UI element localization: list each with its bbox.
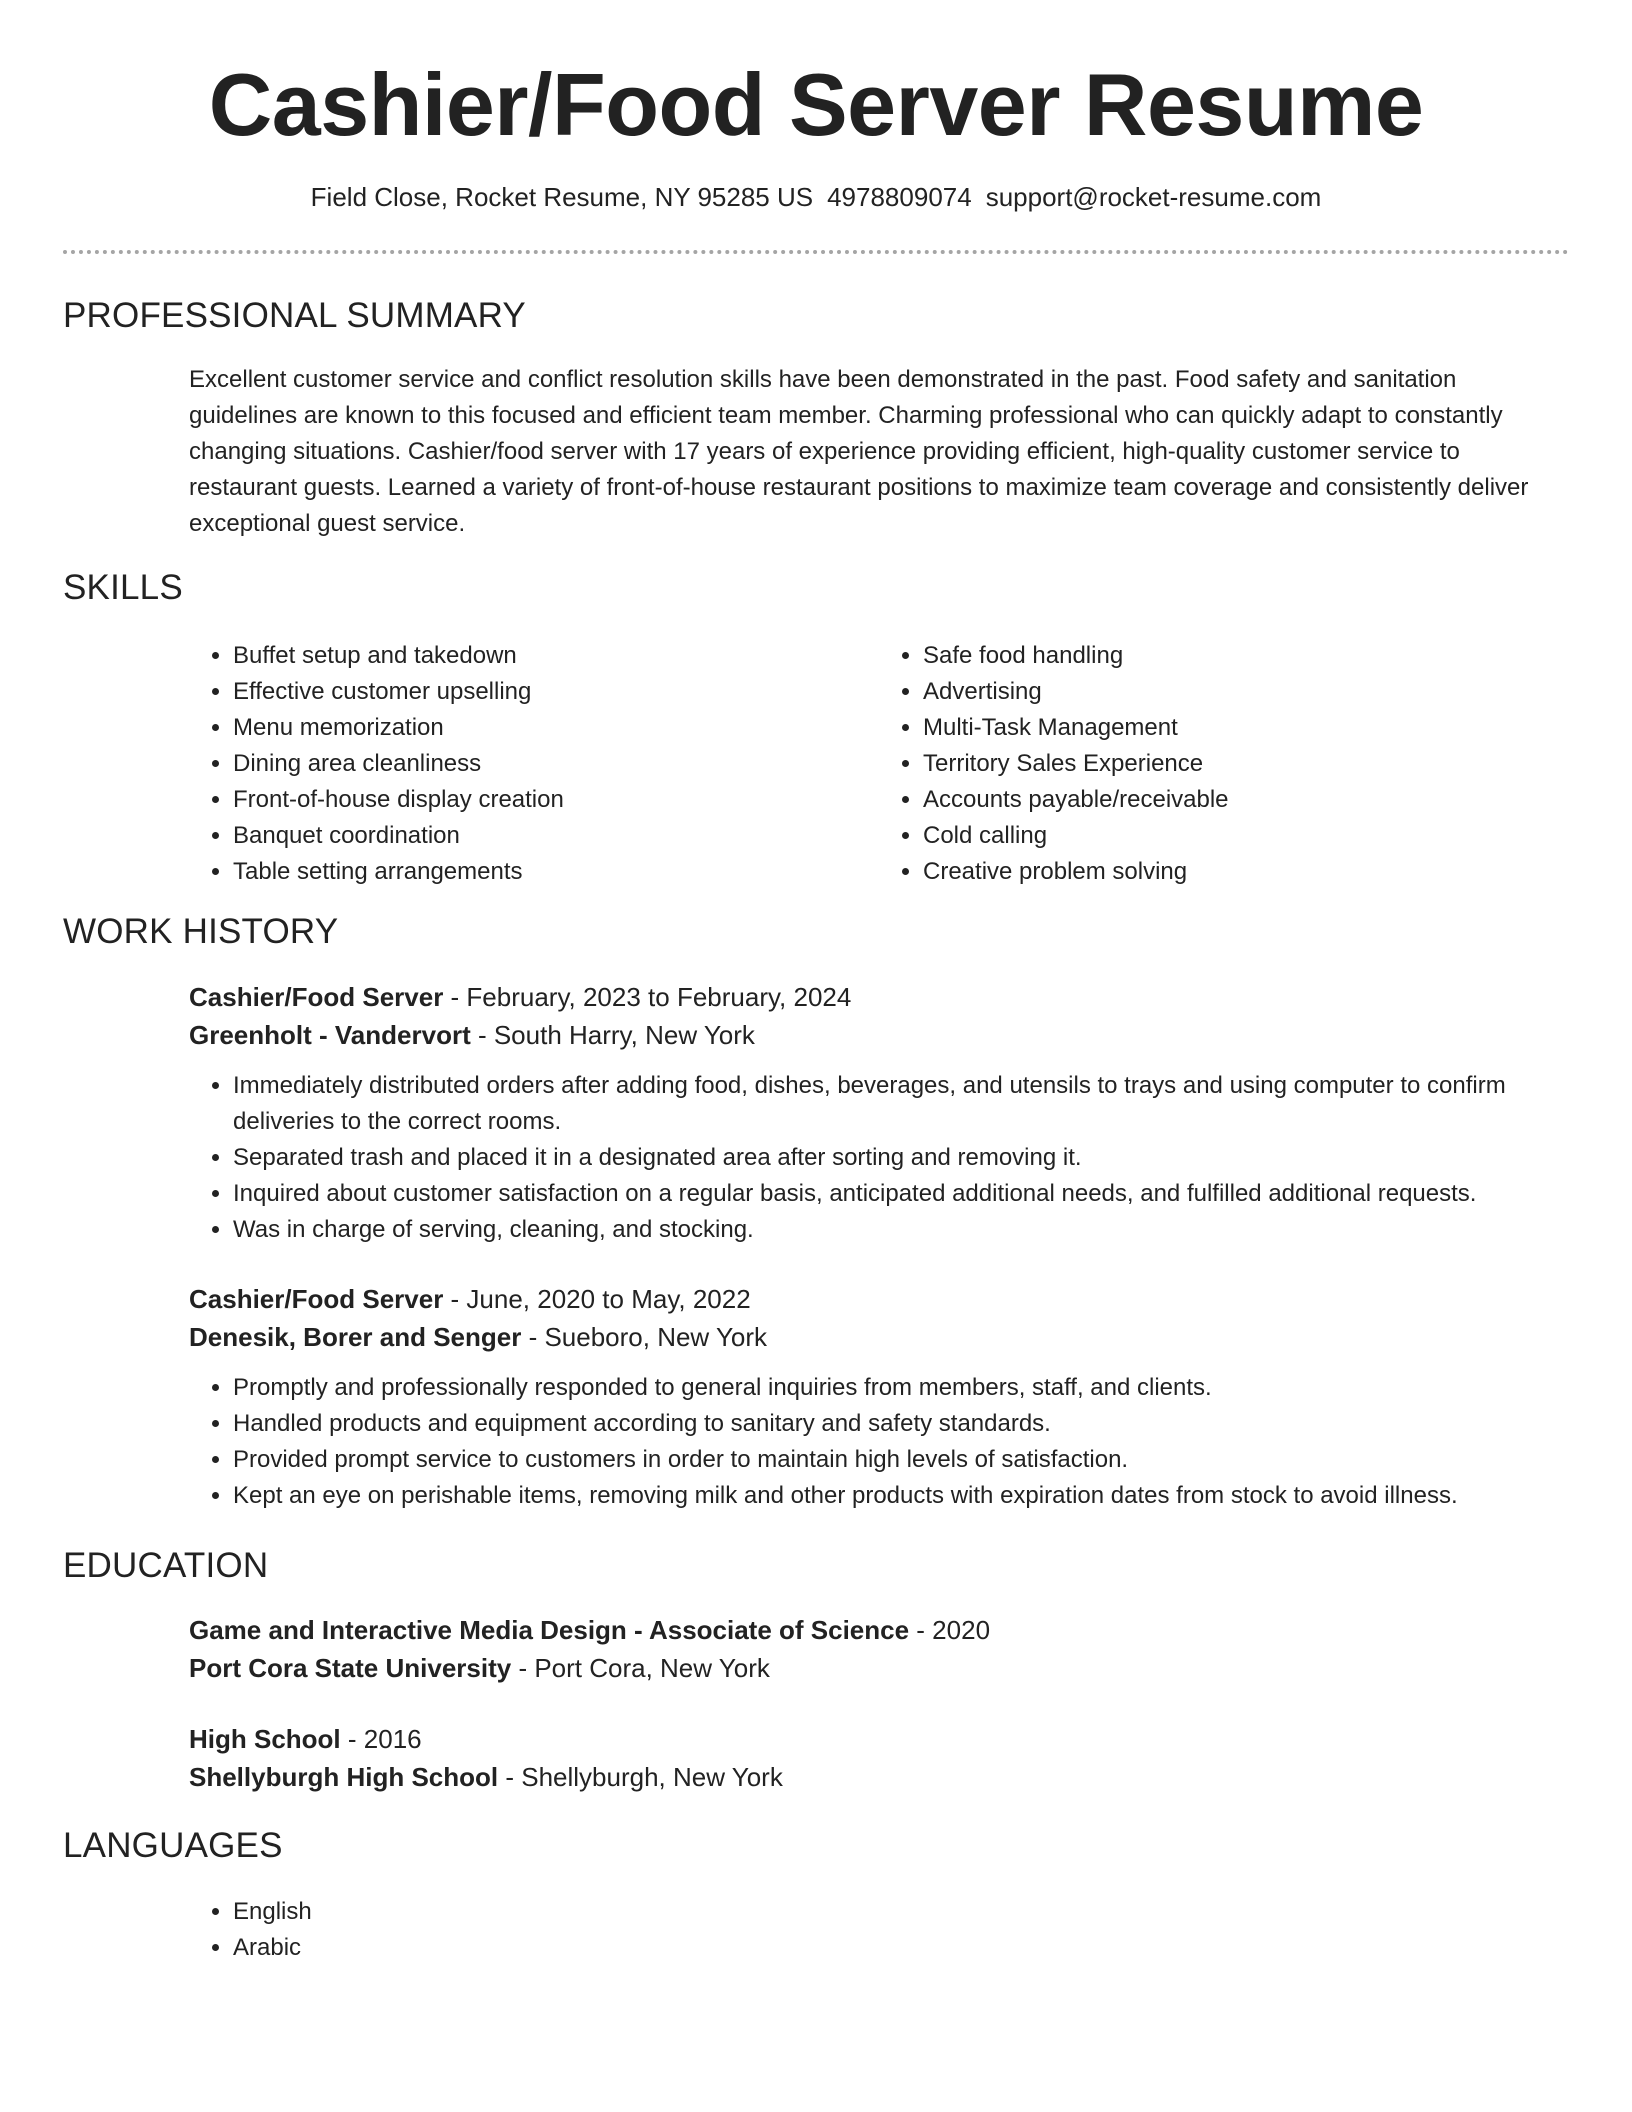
job-duty: • Immediately distributed orders after adding food, dishes, beverages, and utensils to trays and using computer to confirm deliveries to the correct rooms. (233, 1068, 1569, 1140)
skill-item: • Effective customer upselling (233, 674, 879, 710)
job-duty: • Kept an eye on perishable items, removing milk and other products with expiration dates from stock to avoid illness. (233, 1478, 1569, 1514)
skill-item: • Menu memorization (233, 710, 879, 746)
job-entry (189, 978, 1569, 1248)
skill-item: • Cold calling (923, 818, 1569, 854)
job-company: Denesik, Borer and Senger (189, 1322, 522, 1352)
skill-item: • Creative problem solving (923, 854, 1569, 890)
summary-text: Excellent customer service and conflict resolution skills have been demonstrated in the past. Food safety and sanitation guidelines are known to this focused and efficient team member. Charming professional who can quickly adapt to constantly changing situations. Cashier/food server with 17 years of experience providing efficient, high-quality customer service to restaurant guests. Learned a variety of front-of-house restaurant positions to maximize team coverage and consistently deliver exceptional guest service. (189, 366, 1529, 537)
languages-heading: LANGUAGES (63, 1826, 283, 1865)
skill-item: • Multi-Task Management (923, 710, 1569, 746)
job-location: - Sueboro, New York (521, 1322, 768, 1352)
skill-item: • Advertising (923, 674, 1569, 710)
education-location: - Port Cora, New York (511, 1653, 770, 1683)
education-degree: Game and Interactive Media Design - Associate of Science (189, 1615, 910, 1645)
skills-heading: SKILLS (63, 568, 183, 607)
job-duty: • Promptly and professionally responded to general inquiries from members, staff, and clients. (233, 1370, 1569, 1406)
job-company: Greenholt - Vandervort (189, 1020, 471, 1050)
summary-heading: PROFESSIONAL SUMMARY (63, 296, 526, 335)
education-school-line (189, 1758, 1569, 1796)
resume-title: Cashier/Food Server Resume (208, 55, 1424, 154)
skill-item: • Dining area cleanliness (233, 746, 879, 782)
education-school: Port Cora State University (189, 1653, 512, 1683)
job-dates: - June, 2020 to May, 2022 (443, 1284, 751, 1314)
job-title-line (189, 978, 1569, 1016)
job-duty: • Was in charge of serving, cleaning, and stocking. (233, 1212, 1569, 1248)
job-location: - South Harry, New York (470, 1020, 755, 1050)
education-degree-line (189, 1720, 1569, 1758)
job-company-line (189, 1016, 1569, 1054)
job-title: Cashier/Food Server (189, 1284, 444, 1314)
education-school-line (189, 1649, 1569, 1687)
education-year: - 2020 (909, 1615, 991, 1645)
job-duties (189, 1370, 1569, 1514)
job-duty: • Separated trash and placed it in a designated area after sorting and removing it. (233, 1140, 1569, 1176)
skills-list (189, 638, 1569, 890)
education-degree-line (189, 1611, 1569, 1649)
contact-line (0, 182, 1632, 213)
work-heading: WORK HISTORY (63, 912, 339, 951)
job-dates: - February, 2023 to February, 2024 (443, 982, 852, 1012)
job-duty: • Provided prompt service to customers in order to maintain high levels of satisfaction. (233, 1442, 1569, 1478)
job-company-line (189, 1318, 1569, 1356)
header-divider (63, 250, 1569, 254)
skill-item: • Buffet setup and takedown (233, 638, 879, 674)
education-school: Shellyburgh High School (189, 1762, 499, 1792)
skill-item: • Front-of-house display creation (233, 782, 879, 818)
education-location: - Shellyburgh, New York (498, 1762, 783, 1792)
skill-item: • Accounts payable/receivable (923, 782, 1569, 818)
job-title-line (189, 1280, 1569, 1318)
skill-item: • Banquet coordination (233, 818, 879, 854)
job-entry (189, 1280, 1569, 1514)
contact-phone: 4978809074 (827, 182, 972, 212)
education-entry (189, 1720, 1569, 1796)
contact-address: Field Close, Rocket Resume, NY 95285 US (310, 182, 814, 212)
job-duty: • Handled products and equipment according to sanitary and safety standards. (233, 1406, 1569, 1442)
education-year: - 2016 (340, 1724, 422, 1754)
languages-list (189, 1894, 1569, 1966)
contact-email: support@rocket-resume.com (985, 182, 1322, 212)
language-item: • English (233, 1894, 1569, 1930)
skill-item: • Table setting arrangements (233, 854, 879, 890)
job-duties (189, 1068, 1569, 1248)
education-entry (189, 1611, 1569, 1687)
language-item: • Arabic (233, 1930, 1569, 1966)
skills-column-right (879, 638, 1569, 890)
education-degree: High School (189, 1724, 341, 1754)
skills-column-left (189, 638, 879, 890)
job-title: Cashier/Food Server (189, 982, 444, 1012)
skill-item: • Safe food handling (923, 638, 1569, 674)
education-heading: EDUCATION (63, 1546, 269, 1585)
languages-items (189, 1894, 1569, 1966)
job-duty: • Inquired about customer satisfaction on a regular basis, anticipated additional needs, and fulfilled additional requests. (233, 1176, 1569, 1212)
skill-item: • Territory Sales Experience (923, 746, 1569, 782)
